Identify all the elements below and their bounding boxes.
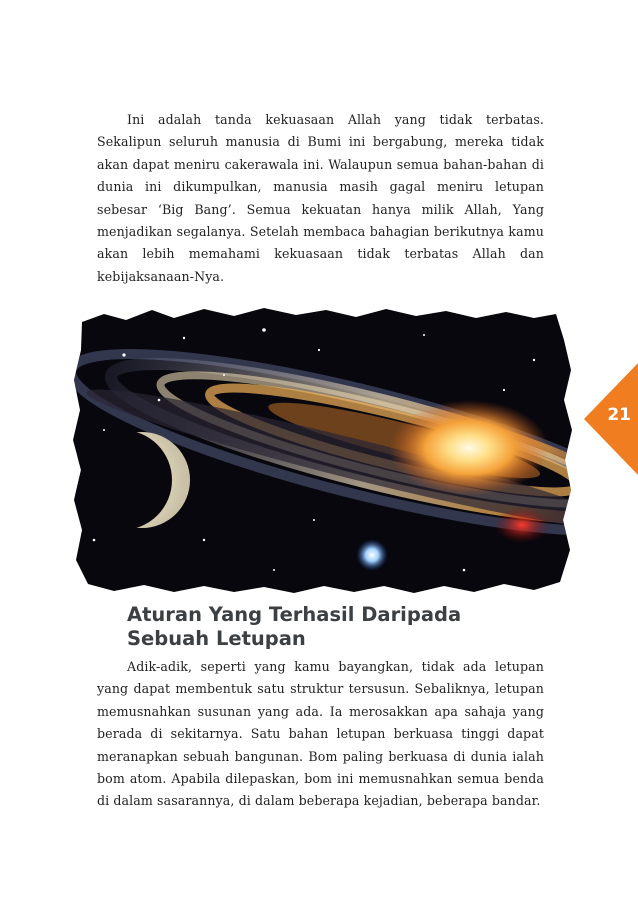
section-paragraph	[97, 656, 544, 813]
section-heading	[127, 603, 547, 651]
intro-text: Ini adalah tanda kekuasaan Allah yang tidak terbatas. Sekalipun seluruh manusia di Bumi ini bergabung, mereka tidak akan dapat meniru cakerawala ini. Walaupun semua bahan-bahan di dunia ini dikumpulkan, manusia masih gagal meniru letupan sebesar ‘Big Bang’. Semua kekuatan hanya milik Allah, Yang menjadikan segalanya. Setelah membaca bahagian berikutnya kamu akan lebih memahami kekuasaan tidak terbatas Allah dan kebijaksanaan-Nya.	[97, 112, 544, 284]
section-text: Adik-adik, seperti yang kamu bayangkan, tidak ada letupan yang dapat membentuk satu struktur tersusun. Sebaliknya, letupan memusnahkan susunan yang ada. Ia merosakkan apa sahaja yang berada di sekitarnya. Satu bahan letupan berkuasa tinggi dapat meranapkan sebuah bangunan. Bom paling berkuasa di dunia ialah bom atom. Apabila dilepaskan, bom ini memusnahkan semua benda di dalam sasarannya, di dalam beberapa kejadian, beberapa bandar.	[97, 659, 544, 809]
section-heading-line1: Aturan Yang Terhasil Daripada	[127, 603, 462, 626]
page-number: 21	[607, 405, 631, 425]
section-heading-line2: Sebuah Letupan	[127, 627, 306, 650]
intro-paragraph	[97, 109, 544, 288]
galaxy-illustration	[64, 300, 578, 598]
